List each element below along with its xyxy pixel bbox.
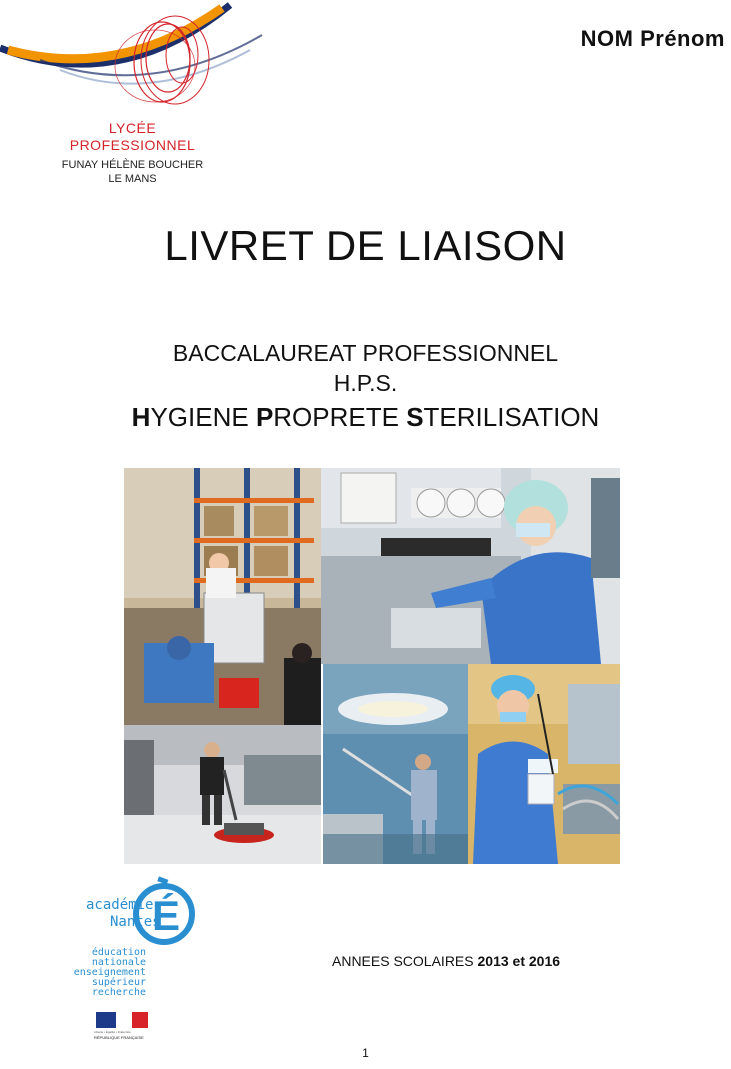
subtitle-diploma: BACCALAUREAT PROFESSIONNEL: [172, 340, 559, 366]
subtitle-rest-s: TERILISATION: [423, 402, 600, 432]
subtitle-initial-p: P: [255, 402, 274, 432]
page-number: 1: [362, 1046, 369, 1060]
academie-label: académie: [86, 897, 154, 913]
logo-line-school-name: FUNAY HÉLÈNE BOUCHER: [61, 159, 204, 171]
subtitle-rest-h: YGIENE: [150, 402, 256, 432]
academie-nantes-logo: [72, 872, 202, 1042]
photo-collage: [124, 468, 620, 864]
republique-motto: Liberté • Égalité • Fraternité: [94, 1030, 131, 1034]
logo-line-professionnel: PROFESSIONNEL: [69, 137, 196, 153]
school-years-label: ANNEES SCOLAIRES: [332, 953, 478, 969]
ministry-line: supérieur: [91, 977, 146, 988]
school-logo-swoosh-icon: [0, 0, 265, 120]
ministry-text: [72, 948, 146, 998]
subtitle-acronym: H.P.S.: [333, 370, 398, 396]
subtitle-initial-h: H: [131, 402, 151, 432]
logo-line-city: LE MANS: [108, 173, 157, 185]
nurse-disinfecting-photo: [468, 664, 620, 864]
ministry-line: recherche: [91, 987, 146, 998]
warehouse-cleaning-photo: [124, 468, 321, 725]
student-name: NOM Prénom: [580, 26, 725, 51]
school-logo: [0, 0, 265, 190]
academie-letter: É: [152, 892, 181, 939]
academie-city: Nantes: [110, 914, 161, 930]
republique-label: RÉPUBLIQUE FRANÇAISE: [94, 1035, 144, 1040]
ministry-line: enseignement: [73, 967, 146, 978]
sterilization-sealing-photo: [321, 468, 620, 664]
subtitle-rest-p: ROPRETE: [273, 402, 407, 432]
school-years: [332, 953, 560, 969]
subtitle-initial-s: S: [406, 402, 424, 432]
floor-scrubbing-photo: [124, 725, 321, 864]
school-years-value: 2013 et 2016: [477, 953, 561, 969]
document-title: LIVRET DE LIAISON: [164, 222, 567, 269]
logo-line-lycee: LYCÉE: [108, 120, 157, 136]
ministry-line: éducation: [91, 947, 146, 958]
ministry-line: nationale: [91, 957, 146, 968]
subtitle-full-name: [0, 402, 731, 433]
operating-room-cleaning-photo: [323, 664, 468, 864]
